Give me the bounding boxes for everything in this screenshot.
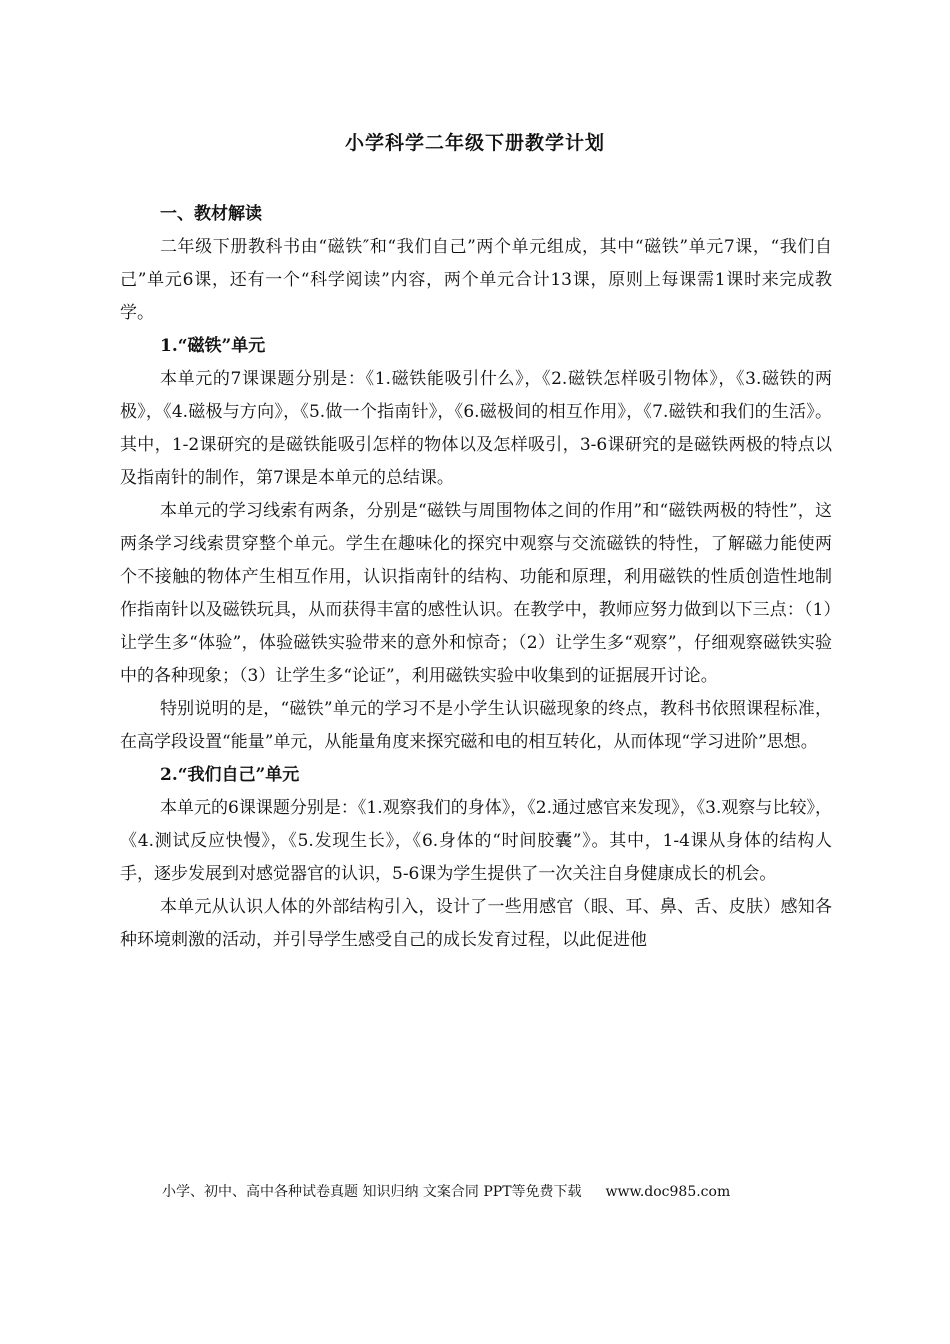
unit2-paragraph-2: 本单元从认识人体的外部结构引入，设计了一些用感官（眼、耳、鼻、舌、皮肤）感知各种环境刺激的活动，并引导学生感受自己的成长发育过程，以此促进他 xyxy=(120,897,832,950)
section-heading-textbook-analysis: 一、教材解读 xyxy=(160,204,262,224)
page-title: 小学科学二年级下册教学计划 xyxy=(344,132,605,154)
unit2-heading: 2.“我们自己”单元 xyxy=(160,765,300,785)
footer-text: 小学、初中、高中各种试卷真题 知识归纳 文案合同 PPT等免费下载 xyxy=(162,1184,582,1200)
unit1-paragraph-2: 本单元的学习线索有两条，分别是“磁铁与周围物体之间的作用”和“磁铁两极的特性”，这两条学习线索贯穿整个单元。学生在趣味化的探究中观察与交流磁铁的特性，了解磁力能使两个不接触的物体产生相互作用，认识指南针的结构、功能和原理，利用磁铁的性质创造性地制作指南针以及磁铁玩具，从而获得丰富的感性认识。在教学中，教师应努力做到以下三点：（1）让学生多“体验”，体验磁铁实验带来的意外和惊奇；（2）让学生多“观察”，仔细观察磁铁实验中的各种现象；（3）让学生多“论证”，利用磁铁实验中收集到的证据展开讨论。 xyxy=(120,501,832,686)
intro-paragraph: 二年级下册教科书由“磁铁″和“我们自己”两个单元组成，其中“磁铁”单元7课，“我们自己”单元6课，还有一个“科学阅读”内容，两个单元合计13课，原则上每课需1课时来完成教学。 xyxy=(120,237,832,323)
unit1-paragraph-3: 特别说明的是，“磁铁”单元的学习不是小学生认识磁现象的终点，教科书依照课程标准，在高学段设置“能量”单元，从能量角度来探究磁和电的相互转化，从而体现“学习进阶”思想。 xyxy=(120,699,832,752)
unit2-paragraph-1: 本单元的6课课题分别是：《1.观察我们的身体》，《2.通过感官来发现》，《3.观察与比较》，《4.测试反应快慢》，《5.发现生长》，《6.身体的“时间胶囊”》。其中，1-4课从身体的结构人手，逐步发展到对感觉器官的认识，5-6课为学生提供了一次关注自身健康成长的机会。 xyxy=(120,798,832,884)
unit1-heading: 1.“磁铁”单元 xyxy=(160,336,266,356)
footer-url[interactable]: www.doc985.com xyxy=(605,1184,731,1200)
unit1-paragraph-1: 本单元的7课课题分别是：《1.磁铁能吸引什么》，《2.磁铁怎样吸引物体》，《3.磁铁的两极》，《4.磁极与方向》，《5.做一个指南针》，《6.磁极间的相互作用》，《7.磁铁和我们的生活》。其中，1-2课研究的是磁铁能吸引怎样的物体以及怎样吸引，3-6课研究的是磁铁两极的特点以及指南针的制作，第7课是本单元的总结课。 xyxy=(120,369,832,488)
page-footer xyxy=(162,1181,730,1201)
document-body xyxy=(120,198,832,957)
